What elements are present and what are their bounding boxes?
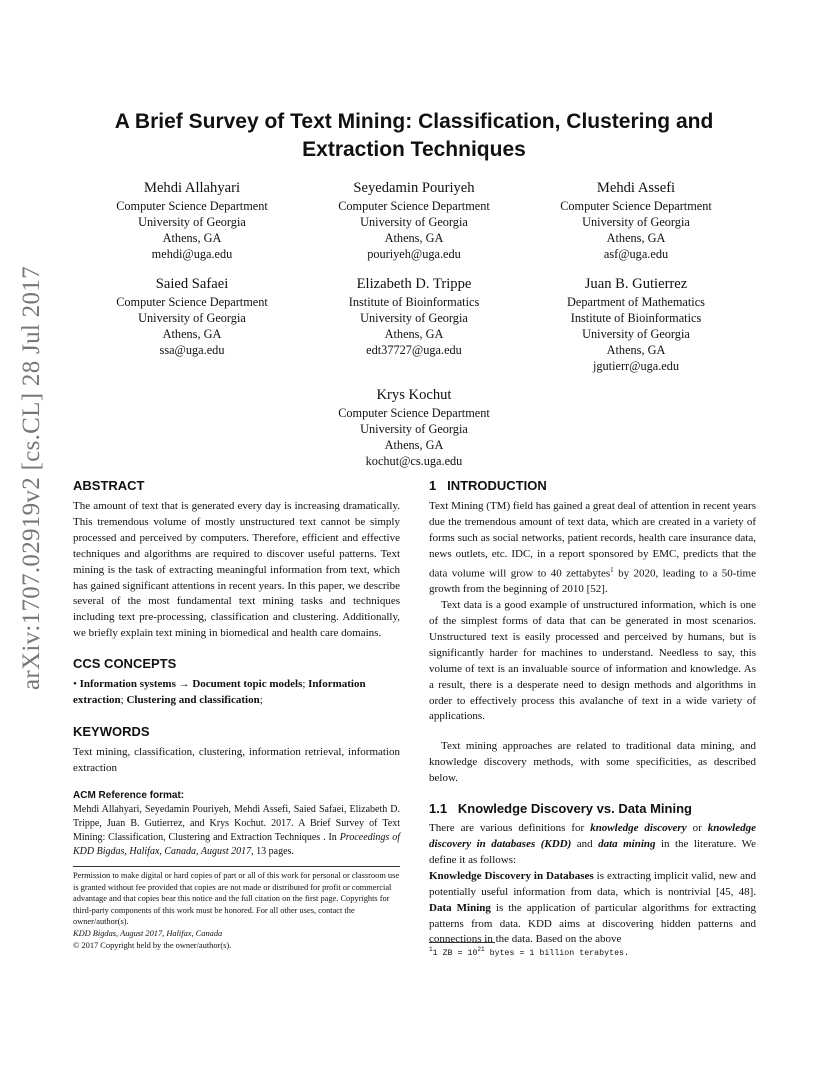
acm-reference-body: Mehdi Allahyari, Seyedamin Pouriyeh, Mehdi Assefi, Saied Safaei, Elizabeth D. Trippe, Juan B. Gutierrez, and Krys Kochut. 2017. A Brief Survey of Text Mining: Classification, Clustering and Extraction Techniques . In — [73, 803, 400, 843]
author-email: pouriyeh@uga.edu — [367, 247, 461, 261]
ccs-separator: ; — [120, 694, 127, 707]
author-name: Krys Kochut — [376, 387, 452, 403]
footnote-marker: 1 — [610, 565, 614, 574]
ccs-heading: CCS CONCEPTS — [73, 656, 177, 672]
author-affiliation: University of Georgia — [360, 215, 468, 229]
arxiv-stamp — [18, 266, 54, 690]
subsection-paragraph — [429, 821, 756, 869]
author-affiliation: Computer Science Department — [560, 199, 712, 213]
author-email: mehdi@uga.edu — [151, 247, 233, 261]
emphasis-term: data mining — [598, 837, 656, 850]
author-affiliation: University of Georgia — [138, 311, 246, 325]
subsection-paragraph — [429, 869, 756, 949]
author-email: jgutierr@uga.edu — [592, 359, 680, 373]
author-location: Athens, GA — [384, 231, 444, 245]
author-name: Elizabeth D. Trippe — [356, 276, 472, 292]
author-name: Mehdi Allahyari — [143, 180, 241, 196]
body-text: is extracting implicit valid, new and potentially useful information from data, which is nontrivial [45, 48]. — [429, 869, 756, 898]
author-block — [516, 178, 756, 262]
acm-reference-pages: , 13 pages. — [251, 845, 294, 857]
abstract-text: The amount of text that is generated every day is increasing dramatically. This tremendous volume of mostly unstructured text cannot be simply processed and perceived by computers. Therefore, efficient and effective techniques and algorithms are required to discover useful patterns. Text mining is the task of extracting meaningful information from text, which has gained significant attentions in recent years. In this paper, we describe several of the most fundamental text mining tasks and techniques including text pre-processing, classification and clustering. Additionally, we briefly explain text mining in biomedical and health care domains. — [73, 500, 400, 640]
body-text: and — [571, 837, 599, 850]
author-block — [294, 274, 534, 358]
author-location: Athens, GA — [384, 327, 444, 341]
author-affiliation: Computer Science Department — [338, 199, 490, 213]
author-name: Juan B. Gutierrez — [584, 276, 688, 292]
author-block — [72, 178, 312, 262]
author-affiliation: University of Georgia — [138, 215, 246, 229]
ccs-separator: ; — [259, 694, 263, 707]
author-block — [516, 274, 756, 374]
ccs-concept: Information systems → Document topic models — [79, 678, 303, 691]
intro-paragraph: Text mining approaches are related to traditional data mining, and knowledge discovery methods, with some specificities, as described below. — [429, 740, 756, 785]
author-location: Athens, GA — [162, 327, 222, 341]
author-email: kochut@cs.uga.edu — [365, 454, 463, 468]
footnote-text: bytes = 1 billion terabytes. — [484, 948, 630, 958]
footnote — [429, 946, 756, 958]
permission-divider — [73, 866, 400, 867]
footnote-exponent: 21 — [477, 946, 485, 953]
body-text: or — [686, 822, 708, 835]
ccs-bullet: • — [73, 678, 77, 691]
emphasis-term: knowledge discovery in databases (KDD) — [429, 822, 756, 850]
permission-venue: KDD Bigdas, August 2017, Halifax, Canada — [73, 928, 223, 938]
author-affiliation: Computer Science Department — [116, 295, 268, 309]
acm-reference-text — [73, 803, 400, 859]
author-email: edt37727@uga.edu — [366, 343, 462, 357]
introduction-heading — [429, 477, 756, 495]
left-column — [73, 477, 400, 859]
ccs-concept: Information extraction — [73, 678, 366, 707]
acm-reference-label: ACM Reference format: — [73, 789, 185, 801]
author-affiliation: University of Georgia — [360, 311, 468, 325]
author-affiliation: Computer Science Department — [116, 199, 268, 213]
footnote-text: 1 ZB = 10 — [432, 948, 478, 958]
author-email: asf@uga.edu — [603, 247, 669, 261]
author-affiliation: Computer Science Department — [338, 406, 490, 420]
body-text: in the literature. We define it as follows: — [429, 837, 756, 866]
author-name: Mehdi Assefi — [596, 180, 676, 196]
author-affiliation: Institute of Bioinformatics — [570, 311, 702, 325]
title-line-1: A Brief Survey of Text Mining: Classification, Clustering and — [114, 110, 714, 133]
intro-text: Text Mining (TM) field has gained a great deal of attention in recent years due the tremendous amount of text data, which are created in a variety of forms such as social networks, patient records, health care insurance data, news outlets, etc. IDC, in a report sponsored by EMC, predicts that the data volume will grow to 40 zettabytes — [429, 500, 756, 580]
author-location: Athens, GA — [384, 438, 444, 452]
author-location: Athens, GA — [162, 231, 222, 245]
permission-block — [73, 870, 400, 951]
author-affiliation: University of Georgia — [360, 422, 468, 436]
permission-text: Permission to make digital or hard copies of part or all of this work for personal or classroom use is granted without fee provided that copies are not made or distributed for profit or commercial advantage and that copies bear this notice and the full citation on the first page. Copyrights for third-party components of this work must be honored. For all other uses, contact the owner/author(s). — [73, 871, 400, 927]
ccs-concept: Clustering and classification — [126, 694, 260, 707]
section-number: 1.1 — [429, 801, 448, 817]
author-location: Athens, GA — [606, 231, 666, 245]
author-name: Saied Safaei — [155, 276, 229, 292]
intro-text: by 2020, leading to a 50-time growth from the beginning of 2010 [52]. — [429, 567, 756, 596]
permission-copyright: © 2017 Copyright held by the owner/author(s). — [73, 940, 232, 950]
author-affiliation: Institute of Bioinformatics — [348, 295, 480, 309]
abstract-heading: ABSTRACT — [73, 478, 145, 493]
bold-term: Data Mining — [429, 901, 491, 914]
keywords-text: Text mining, classification, clustering, information retrieval, information extraction — [73, 745, 400, 774]
ccs-separator: ; — [302, 678, 309, 691]
arxiv-stamp-text: arXiv:1707.02919v2 [cs.CL] 28 Jul 2017 — [18, 266, 45, 690]
body-text: is the application of particular algorithms for extracting patterns from data. KDD aims at discovering hidden patterns and connections in the data. Based on the above — [429, 901, 757, 946]
author-block — [294, 178, 534, 262]
title-line-2: Extraction Techniques — [302, 138, 526, 161]
author-affiliation: Department of Mathematics — [567, 295, 705, 309]
author-email: ssa@uga.edu — [159, 343, 225, 357]
intro-paragraph — [429, 499, 756, 598]
author-location: Athens, GA — [606, 343, 666, 357]
ccs-concepts — [73, 677, 400, 709]
author-block — [72, 274, 312, 358]
section-title: Knowledge Discovery vs. Data Mining — [457, 801, 692, 817]
subsection-heading — [429, 800, 756, 818]
paper-title — [60, 108, 768, 164]
footnote-divider — [429, 942, 495, 943]
keywords-heading: KEYWORDS — [73, 723, 150, 739]
section-number: 1 — [429, 478, 437, 493]
body-text: There are various definitions for — [429, 822, 591, 835]
right-column — [429, 477, 756, 948]
emphasis-term: knowledge discovery — [590, 822, 687, 835]
author-affiliation: University of Georgia — [582, 327, 690, 341]
author-affiliation: University of Georgia — [582, 215, 690, 229]
author-block — [294, 385, 534, 469]
acm-reference-venue: Proceedings of KDD Bigdas, Halifax, Canada, August 2017 — [73, 831, 400, 857]
footnote-mark: 1 — [429, 946, 433, 953]
section-title: INTRODUCTION — [447, 478, 547, 493]
intro-paragraph: Text data is a good example of unstructured information, which is one of the simplest forms of data that can be generated in most scenarios. Unstructured text is easily processed and perceived by humans, but is significantly harder for machines to understand. Needless to say, this volume of text is an invaluable source of information and knowledge. As a result, there is a desperate need to design methods and algorithms in order to effectively process this avalanche of text in a wide variety of applications. — [429, 599, 756, 723]
author-name: Seyedamin Pouriyeh — [353, 180, 475, 196]
bold-term: Knowledge Discovery in Databases — [429, 869, 594, 882]
